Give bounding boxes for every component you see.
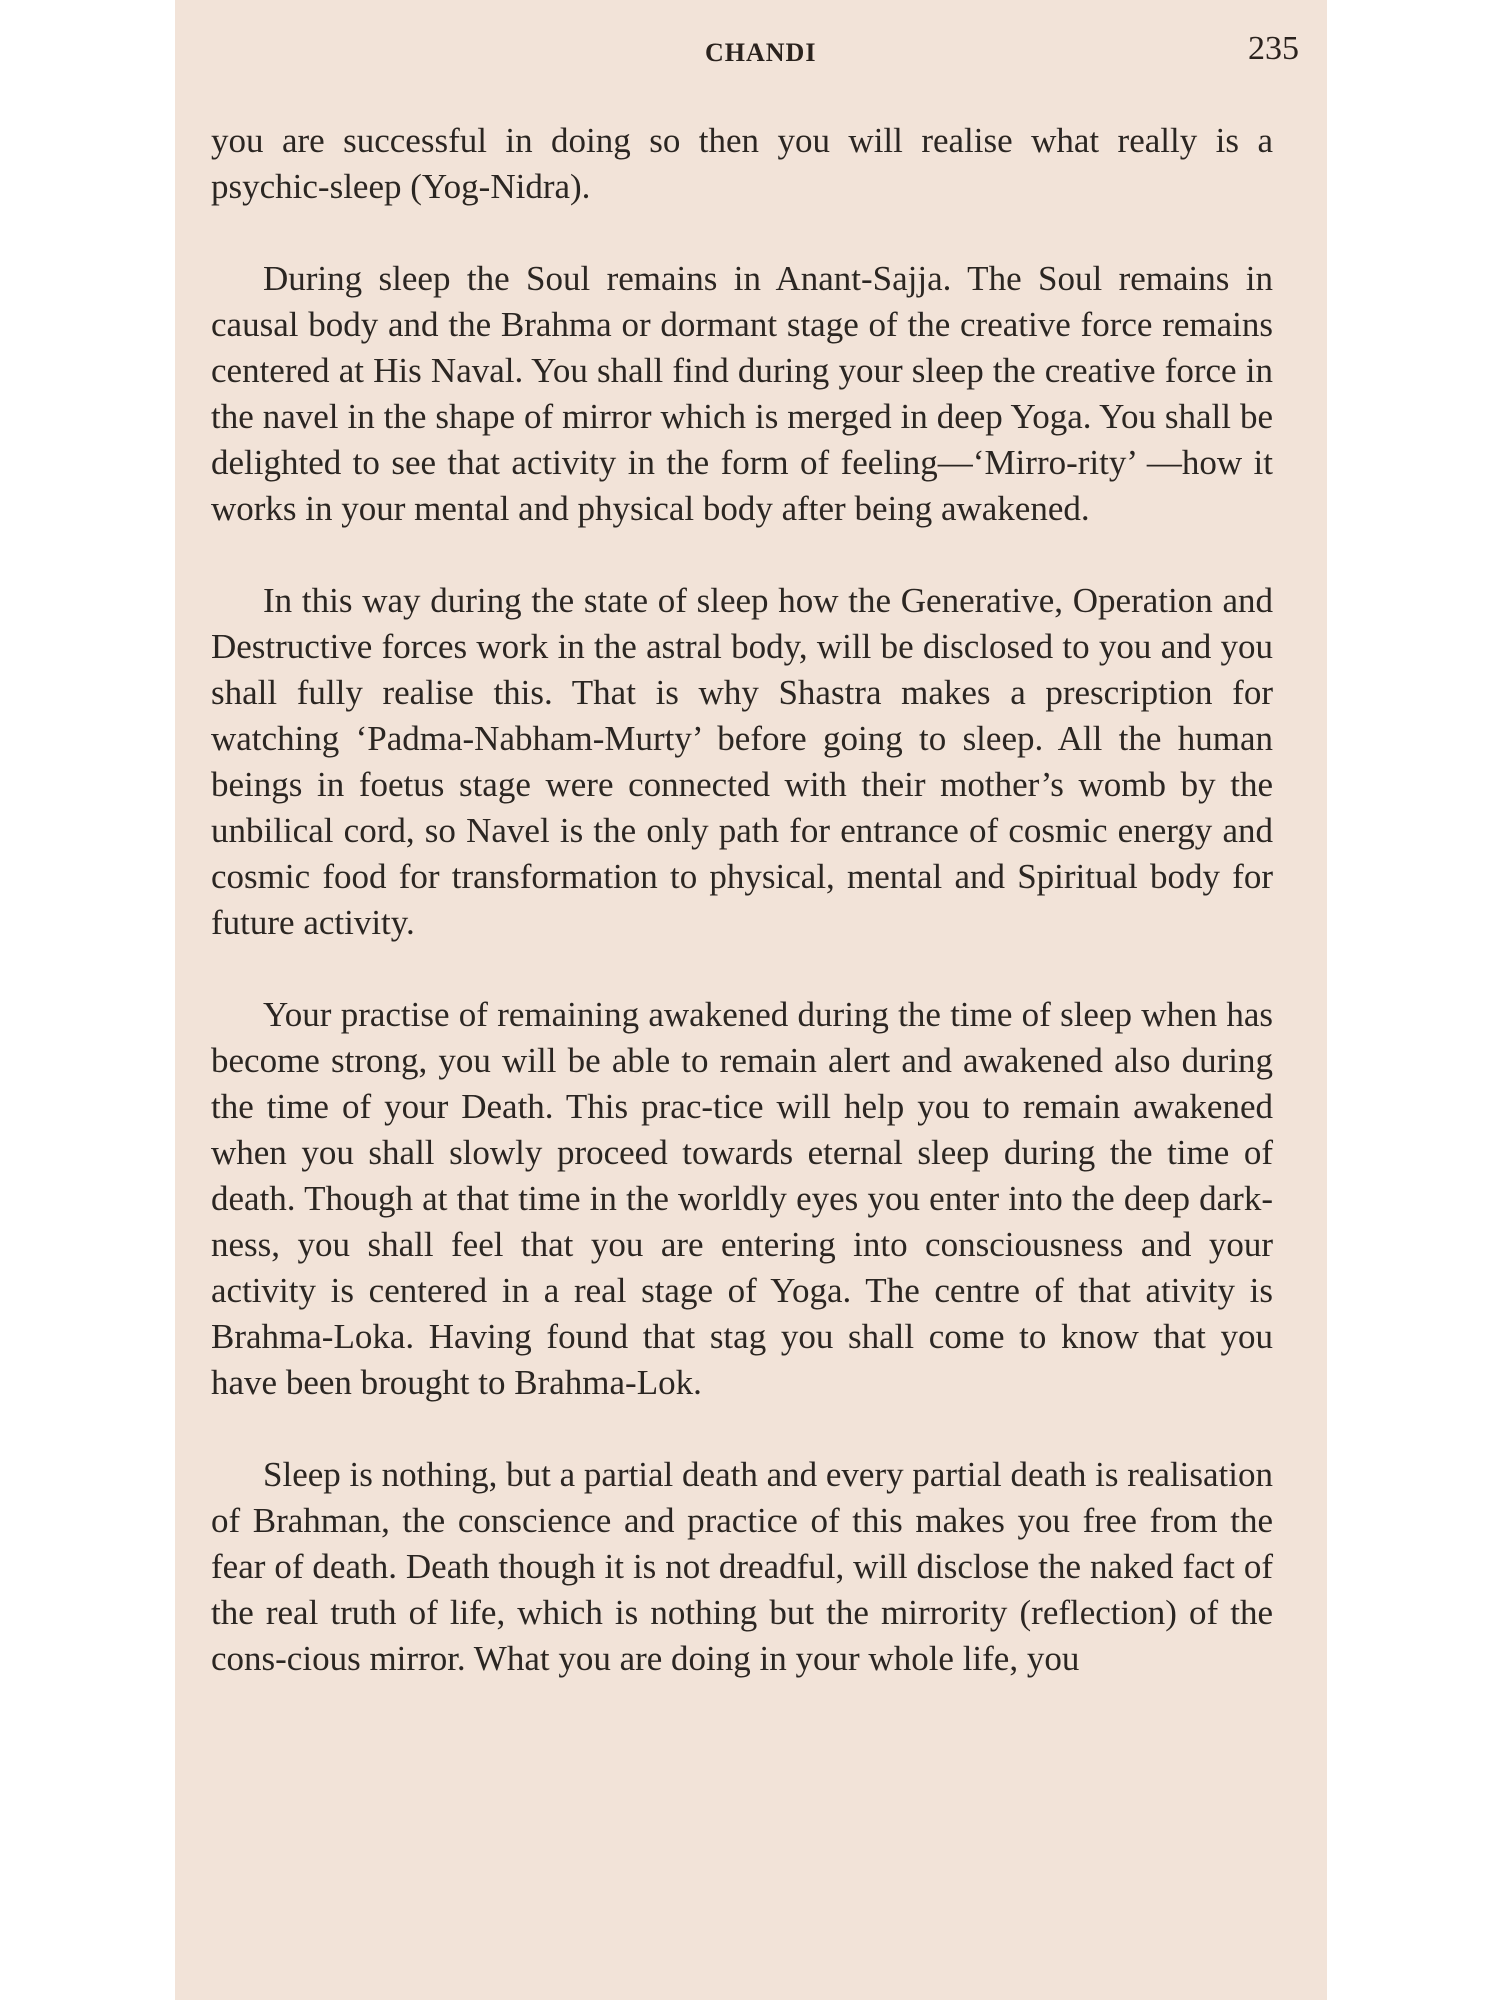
paragraph-3: In this way during the state of sleep how the Generative, Operation and Destructive forces work in the astral body, will be disclosed to you and you shall fully realise this. That is why Shastra makes a prescription for watching ‘Padma-Nabham-Murty’ before going to sleep. All the human beings in foetus stage were connected with their mother’s womb by the unbilical cord, so Navel is the only path for entrance of cosmic energy and cosmic food for transformation to physical, mental and Spiritual body for future activity. bbox=[211, 581, 1273, 942]
running-head bbox=[175, 30, 1327, 70]
paragraph-2: During sleep the Soul remains in Anant-Sajja. The Soul remains in causal body and the Brahma or dormant stage of the creative force remains centered at His Naval. You shall find during your sleep the creative force in the navel in the shape of mirror which is merged in deep Yoga. You shall be delighted to see that activity in the form of feeling—‘Mirro-rity’ —how it works in your mental and physical body after being awakened. bbox=[211, 259, 1273, 528]
page-number: 235 bbox=[1248, 30, 1299, 67]
paragraph-1: you are successful in doing so then you will realise what really is a psychic-sleep (Yog-Nidra). bbox=[211, 121, 1273, 206]
page-header-title: CHANDI bbox=[705, 38, 817, 67]
body-text bbox=[211, 118, 1273, 1728]
paragraph-5: Sleep is nothing, but a partial death and every partial death is realisation of Brahman, the conscience and practice of this makes you free from the fear of death. Death though it is not dreadful, will disclose the naked fact of the real truth of life, which is nothing but the mirrority (reflection) of the cons-cious mirror. What you are doing in your whole life, you bbox=[211, 1455, 1273, 1678]
paragraph-4: Your practise of remaining awakened during the time of sleep when has become strong, you will be able to remain alert and awakened also during the time of your Death. This prac-tice will help you to remain awakened when you shall slowly proceed towards eternal sleep during the time of death. Though at that time in the worldly eyes you enter into the deep dark-ness, you shall feel that you are entering into consciousness and your activity is centered in a real stage of Yoga. The centre of that ativity is Brahma-Loka. Having found that stag you shall come to know that you have been brought to Brahma-Lok. bbox=[211, 995, 1273, 1402]
book-page bbox=[175, 0, 1327, 2000]
